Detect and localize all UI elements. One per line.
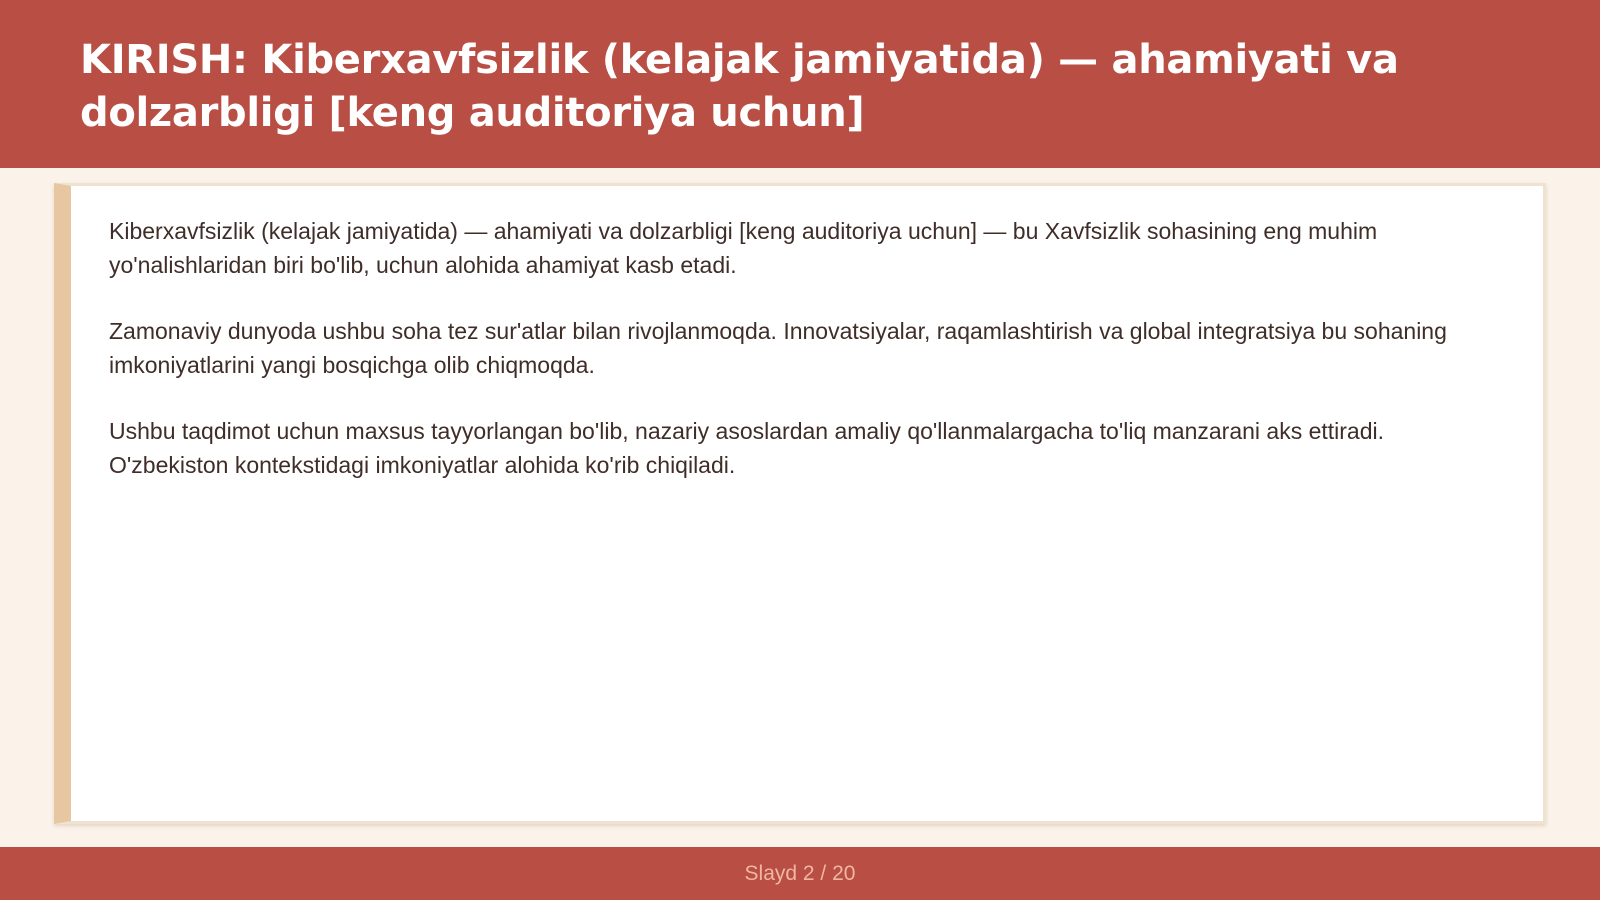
paragraph-intro: Kiberxavfsizlik (kelajak jamiyatida) — ahamiyati va dolzarbligi [keng auditoriya uchun] — bu Xavfsizlik sohasining eng muhim yo'nalishlaridan biri bo'lib, uchun alohida ahamiyat kasb etadi. bbox=[109, 218, 1378, 278]
slide-title: KIRISH: Kiberxavfsizlik (kelajak jamiyatida) — ahamiyati va dolzarbligi [keng auditoriya uchun] bbox=[80, 37, 1399, 136]
slide-number: Slayd 2 / 20 bbox=[744, 861, 856, 885]
slide-header bbox=[0, 0, 1600, 168]
content-body bbox=[109, 215, 1509, 515]
slide-footer bbox=[0, 847, 1600, 900]
content-card bbox=[54, 183, 1546, 824]
paragraph-presentation-scope: Ushbu taqdimot uchun maxsus tayyorlangan bo'lib, nazariy asoslardan amaliy qo'llanmalargacha to'liq manzarani aks ettiradi. O'zbekiston kontekstidagi imkoniyatlar alohida ko'rib chiqiladi. bbox=[109, 418, 1385, 478]
paragraph-modern-world: Zamonaviy dunyoda ushbu soha tez sur'atlar bilan rivojlanmoqda. Innovatsiyalar, raqamlashtirish va global integratsiya bu sohaning imkoniyatlarini yangi bosqichga olib chiqmoqda. bbox=[109, 318, 1447, 378]
